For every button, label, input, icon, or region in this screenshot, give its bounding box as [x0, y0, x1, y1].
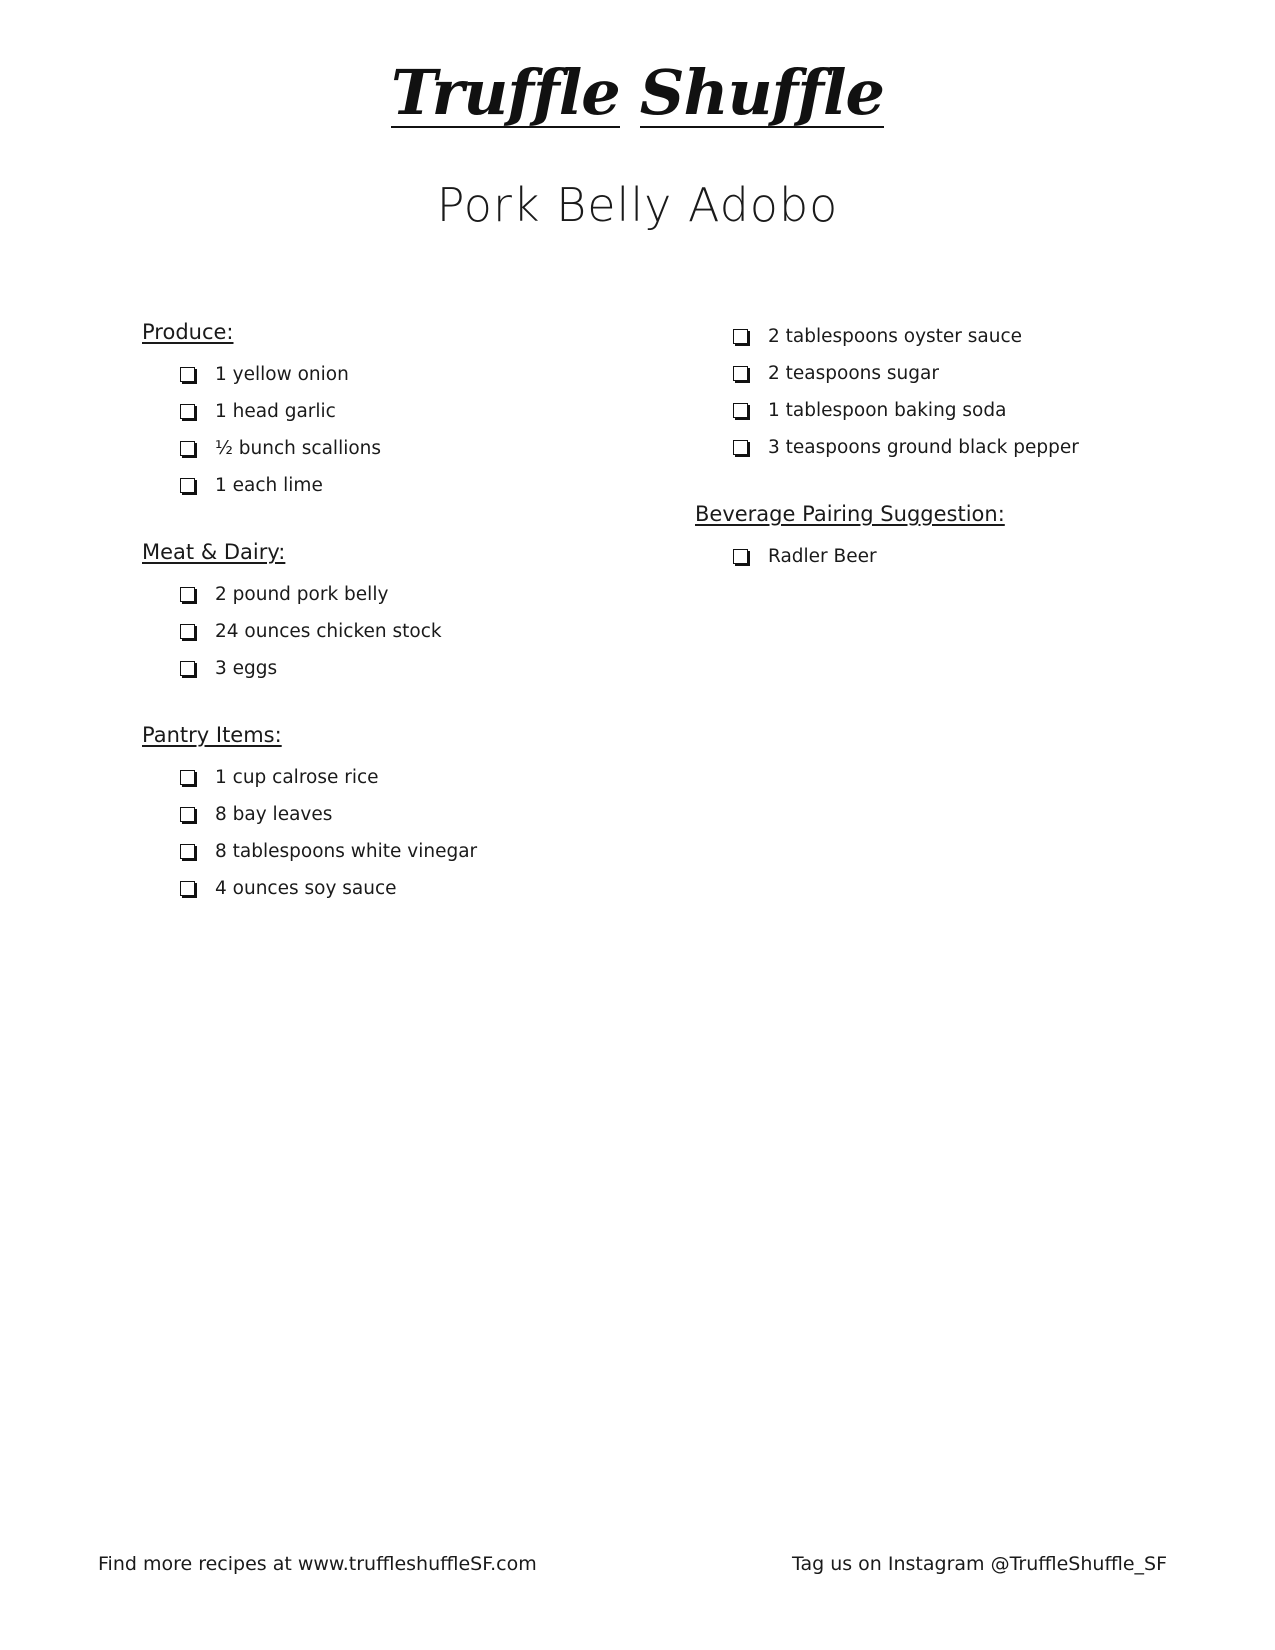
checkbox-icon[interactable]: [180, 661, 195, 676]
list-item[interactable]: [180, 576, 662, 613]
footer-instagram-text: Tag us on Instagram @TruffleShuffle_SF: [791, 1553, 1167, 1575]
checkbox-icon[interactable]: [180, 881, 195, 896]
list-item[interactable]: [733, 392, 1215, 429]
list-item[interactable]: [180, 759, 662, 796]
checkbox-icon[interactable]: [733, 366, 748, 381]
list-item[interactable]: [180, 650, 662, 687]
ingredients-left-column: [142, 320, 662, 907]
meat-dairy-list: [142, 576, 662, 687]
item-label: Radler Beer: [768, 546, 877, 567]
item-label: 1 cup calrose rice: [215, 767, 379, 788]
checkbox-icon[interactable]: [180, 770, 195, 785]
list-item[interactable]: [180, 356, 662, 393]
item-label: 8 tablespoons white vinegar: [215, 841, 478, 862]
section-beverage: [695, 502, 1215, 575]
ingredients-right-column: [695, 318, 1215, 575]
checkbox-icon[interactable]: [180, 587, 195, 602]
checkbox-icon[interactable]: [180, 624, 195, 639]
item-label: 2 pound pork belly: [215, 584, 389, 605]
item-label: 2 teaspoons sugar: [768, 363, 939, 384]
list-item[interactable]: [180, 833, 662, 870]
item-label: 1 each lime: [215, 475, 323, 496]
checkbox-icon[interactable]: [180, 441, 195, 456]
checkbox-icon[interactable]: [180, 478, 195, 493]
section-heading-beverage: Beverage Pairing Suggestion:: [695, 502, 1005, 526]
checkbox-icon[interactable]: [733, 329, 748, 344]
recipe-title: Pork Belly Adobo: [436, 178, 839, 232]
list-item[interactable]: [733, 355, 1215, 392]
list-item[interactable]: [180, 613, 662, 650]
item-label: 3 eggs: [215, 658, 278, 679]
checkbox-icon[interactable]: [180, 367, 195, 382]
list-item[interactable]: [180, 870, 662, 907]
item-label: 2 tablespoons oyster sauce: [768, 326, 1023, 347]
checkbox-icon[interactable]: [733, 403, 748, 418]
item-label: ½ bunch scallions: [215, 438, 382, 459]
checkbox-icon[interactable]: [733, 549, 748, 564]
section-heading-meat-dairy: Meat & Dairy:: [142, 540, 286, 564]
checkbox-icon[interactable]: [733, 440, 748, 455]
item-label: 24 ounces chicken stock: [215, 621, 442, 642]
list-item[interactable]: [733, 429, 1215, 466]
logo-word-1: Truffle: [391, 56, 620, 129]
item-label: 3 teaspoons ground black pepper: [768, 437, 1079, 458]
pantry-continued-list: [695, 318, 1215, 466]
list-item[interactable]: [733, 538, 1215, 575]
item-label: 1 yellow onion: [215, 364, 349, 385]
pantry-list: [142, 759, 662, 907]
checkbox-icon[interactable]: [180, 807, 195, 822]
list-item[interactable]: [180, 796, 662, 833]
item-label: 1 head garlic: [215, 401, 336, 422]
section-heading-produce: Produce:: [142, 320, 234, 344]
section-pantry: [142, 723, 662, 907]
item-label: 1 tablespoon baking soda: [768, 400, 1007, 421]
list-item[interactable]: [180, 393, 662, 430]
section-heading-pantry: Pantry Items:: [142, 723, 282, 747]
logo-word-2: Shuffle: [639, 56, 884, 129]
checkbox-icon[interactable]: [180, 844, 195, 859]
list-item[interactable]: [733, 318, 1215, 355]
checkbox-icon[interactable]: [180, 404, 195, 419]
item-label: 4 ounces soy sauce: [215, 878, 397, 899]
section-produce: [142, 320, 662, 504]
produce-list: [142, 356, 662, 504]
footer-website-text: Find more recipes at www.truffleshuffleSF.com: [98, 1553, 537, 1575]
list-item[interactable]: [180, 467, 662, 504]
beverage-list: [695, 538, 1215, 575]
brand-logo: [0, 56, 1275, 129]
list-item[interactable]: [180, 430, 662, 467]
item-label: 8 bay leaves: [215, 804, 333, 825]
section-meat-dairy: [142, 540, 662, 687]
